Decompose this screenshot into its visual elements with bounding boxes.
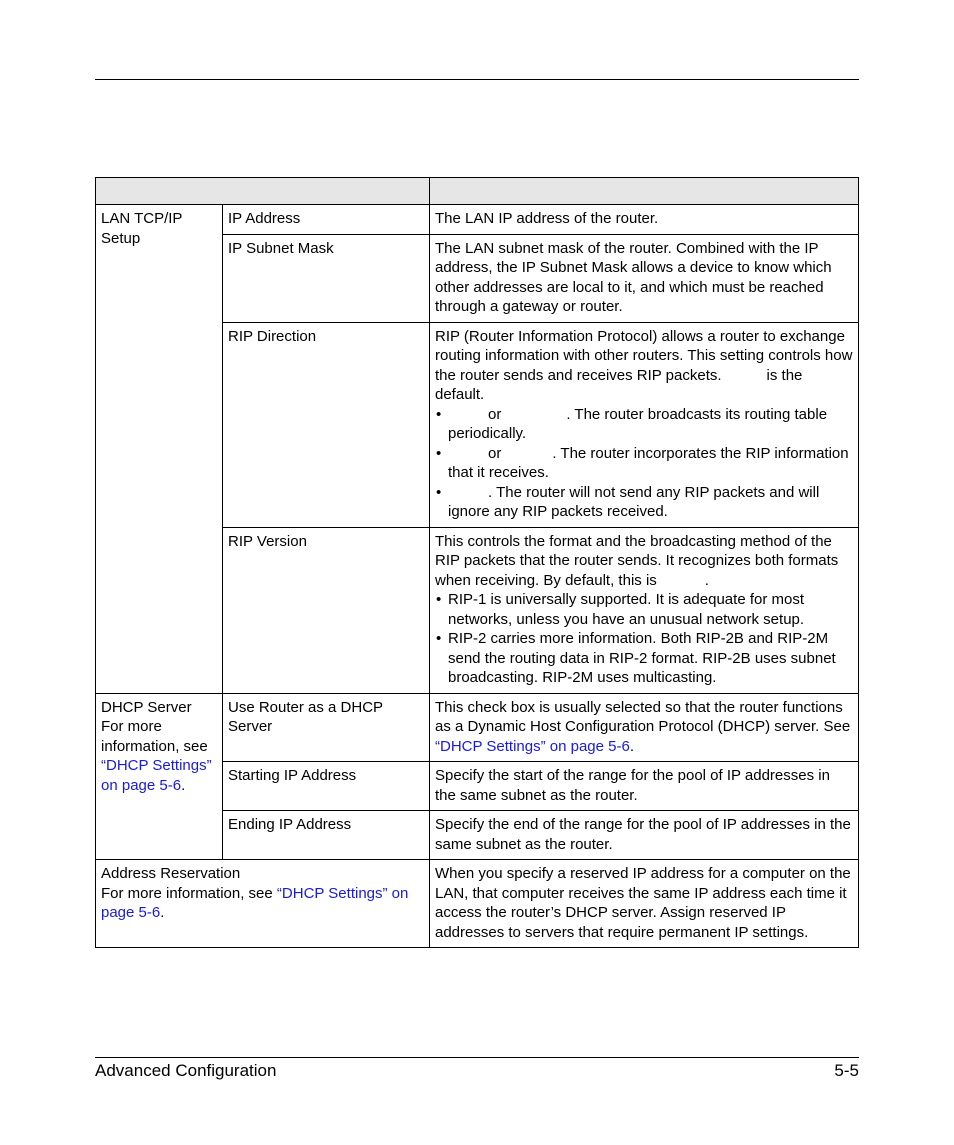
dhcp-settings-link[interactable]: “DHCP Settings” on page 5-6 (101, 757, 212, 794)
header-cell-description (430, 178, 859, 205)
header-cell-settings (96, 178, 430, 205)
footer-chapter-title: Advanced Configuration (95, 1061, 277, 1080)
setting-label: IP Subnet Mask (223, 234, 430, 322)
rip-version-intro: This controls the format and the broadcasting method of the RIP packets that the router sends. It recognizes both formats when receiving. By default, this is (435, 532, 839, 589)
header-rule (95, 79, 859, 80)
group-dhcp-server (96, 693, 223, 860)
dhcp-settings-link[interactable]: “DHCP Settings” on page 5-6 (101, 884, 409, 921)
list-item: • . The router will not send any RIP packets and will ignore any RIP packets received. (435, 483, 854, 522)
setting-description: This controls the format and the broadcasting method of the RIP packets that the router sends. It recognizes both formats when receiving. By default, this is . • RIP-1 is universally supported. It is adequate for most networks, unless you have an unusual network setup. • RIP-2 carries more information. Both RIP-2B and RIP-2M send the routing data in RIP-2 format. RIP-2B uses subnet broadcasting. RIP-2M uses multicasting. (430, 527, 859, 693)
dhcp-settings-link[interactable]: “DHCP Settings” on page 5-6 (435, 737, 630, 755)
setting-label: IP Address (223, 205, 430, 235)
setting-label: Starting IP Address (223, 762, 430, 811)
setting-description: The LAN subnet mask of the router. Combined with the IP address, the IP Subnet Mask allows a device to know which other addresses are local to it, and which must be reached through a gateway or router. (430, 234, 859, 322)
setting-description: Specify the end of the range for the pool of IP addresses in the same subnet as the router. (430, 811, 859, 860)
setting-label: RIP Version (223, 527, 430, 693)
list-item: • RIP-1 is universally supported. It is adequate for most networks, unless you have an unusual network setup. (435, 590, 854, 629)
footer-rule (95, 1057, 859, 1058)
rip-direction-intro: RIP (Router Information Protocol) allows a router to exchange routing information with other routers. This setting controls how the router sends and receives RIP packets. (435, 327, 853, 384)
list-item: • or . The router incorporates the RIP information that it receives. (435, 444, 854, 483)
rip-version-options (435, 590, 854, 688)
group-note: For more information, see “DHCP Settings” on page 5-6. (101, 718, 212, 794)
lan-setup-table (95, 177, 859, 948)
list-item: • or . The router broadcasts its routing table periodically. (435, 405, 854, 444)
setting-description (430, 322, 859, 527)
setting-label: RIP Direction (223, 322, 430, 527)
footer-page-number: 5-5 (834, 1061, 859, 1080)
rip-direction-options (435, 405, 854, 522)
group-lan-tcpip (96, 205, 223, 694)
group-note: For more information, see “DHCP Settings” on page 5-6. (101, 884, 409, 921)
table-row (96, 205, 859, 235)
setting-description: Specify the start of the range for the pool of IP addresses in the same subnet as the router. (430, 762, 859, 811)
setting-label: Use Router as a DHCP Server (223, 693, 430, 762)
setting-description: When you specify a reserved IP address for a computer on the LAN, that computer receives the same IP address each time it access the router’s DHCP server. Assign reserved IP addresses to servers that require permanent IP settings. (430, 860, 859, 948)
group-label: DHCP Server (101, 698, 192, 716)
table-row (96, 860, 859, 948)
group-address-reservation (96, 860, 430, 948)
setting-description: This check box is usually selected so that the router functions as a Dynamic Host Configuration Protocol (DHCP) server. See “DHCP Settings” on page 5-6. (430, 693, 859, 762)
list-item: • RIP-2 carries more information. Both RIP-2B and RIP-2M send the routing data in RIP-2 format. RIP-2B uses subnet broadcasting. RIP-2M uses multicasting. (435, 629, 854, 688)
setting-label: Address Reservation (101, 865, 241, 882)
table-header-row (96, 178, 859, 205)
table-row (96, 693, 859, 762)
setting-description: The LAN IP address of the router. (430, 205, 859, 235)
rip-direction-intro-end: is the default. (435, 366, 803, 403)
setting-label: Ending IP Address (223, 811, 430, 860)
group-label: LAN TCP/IP Setup (101, 210, 183, 247)
